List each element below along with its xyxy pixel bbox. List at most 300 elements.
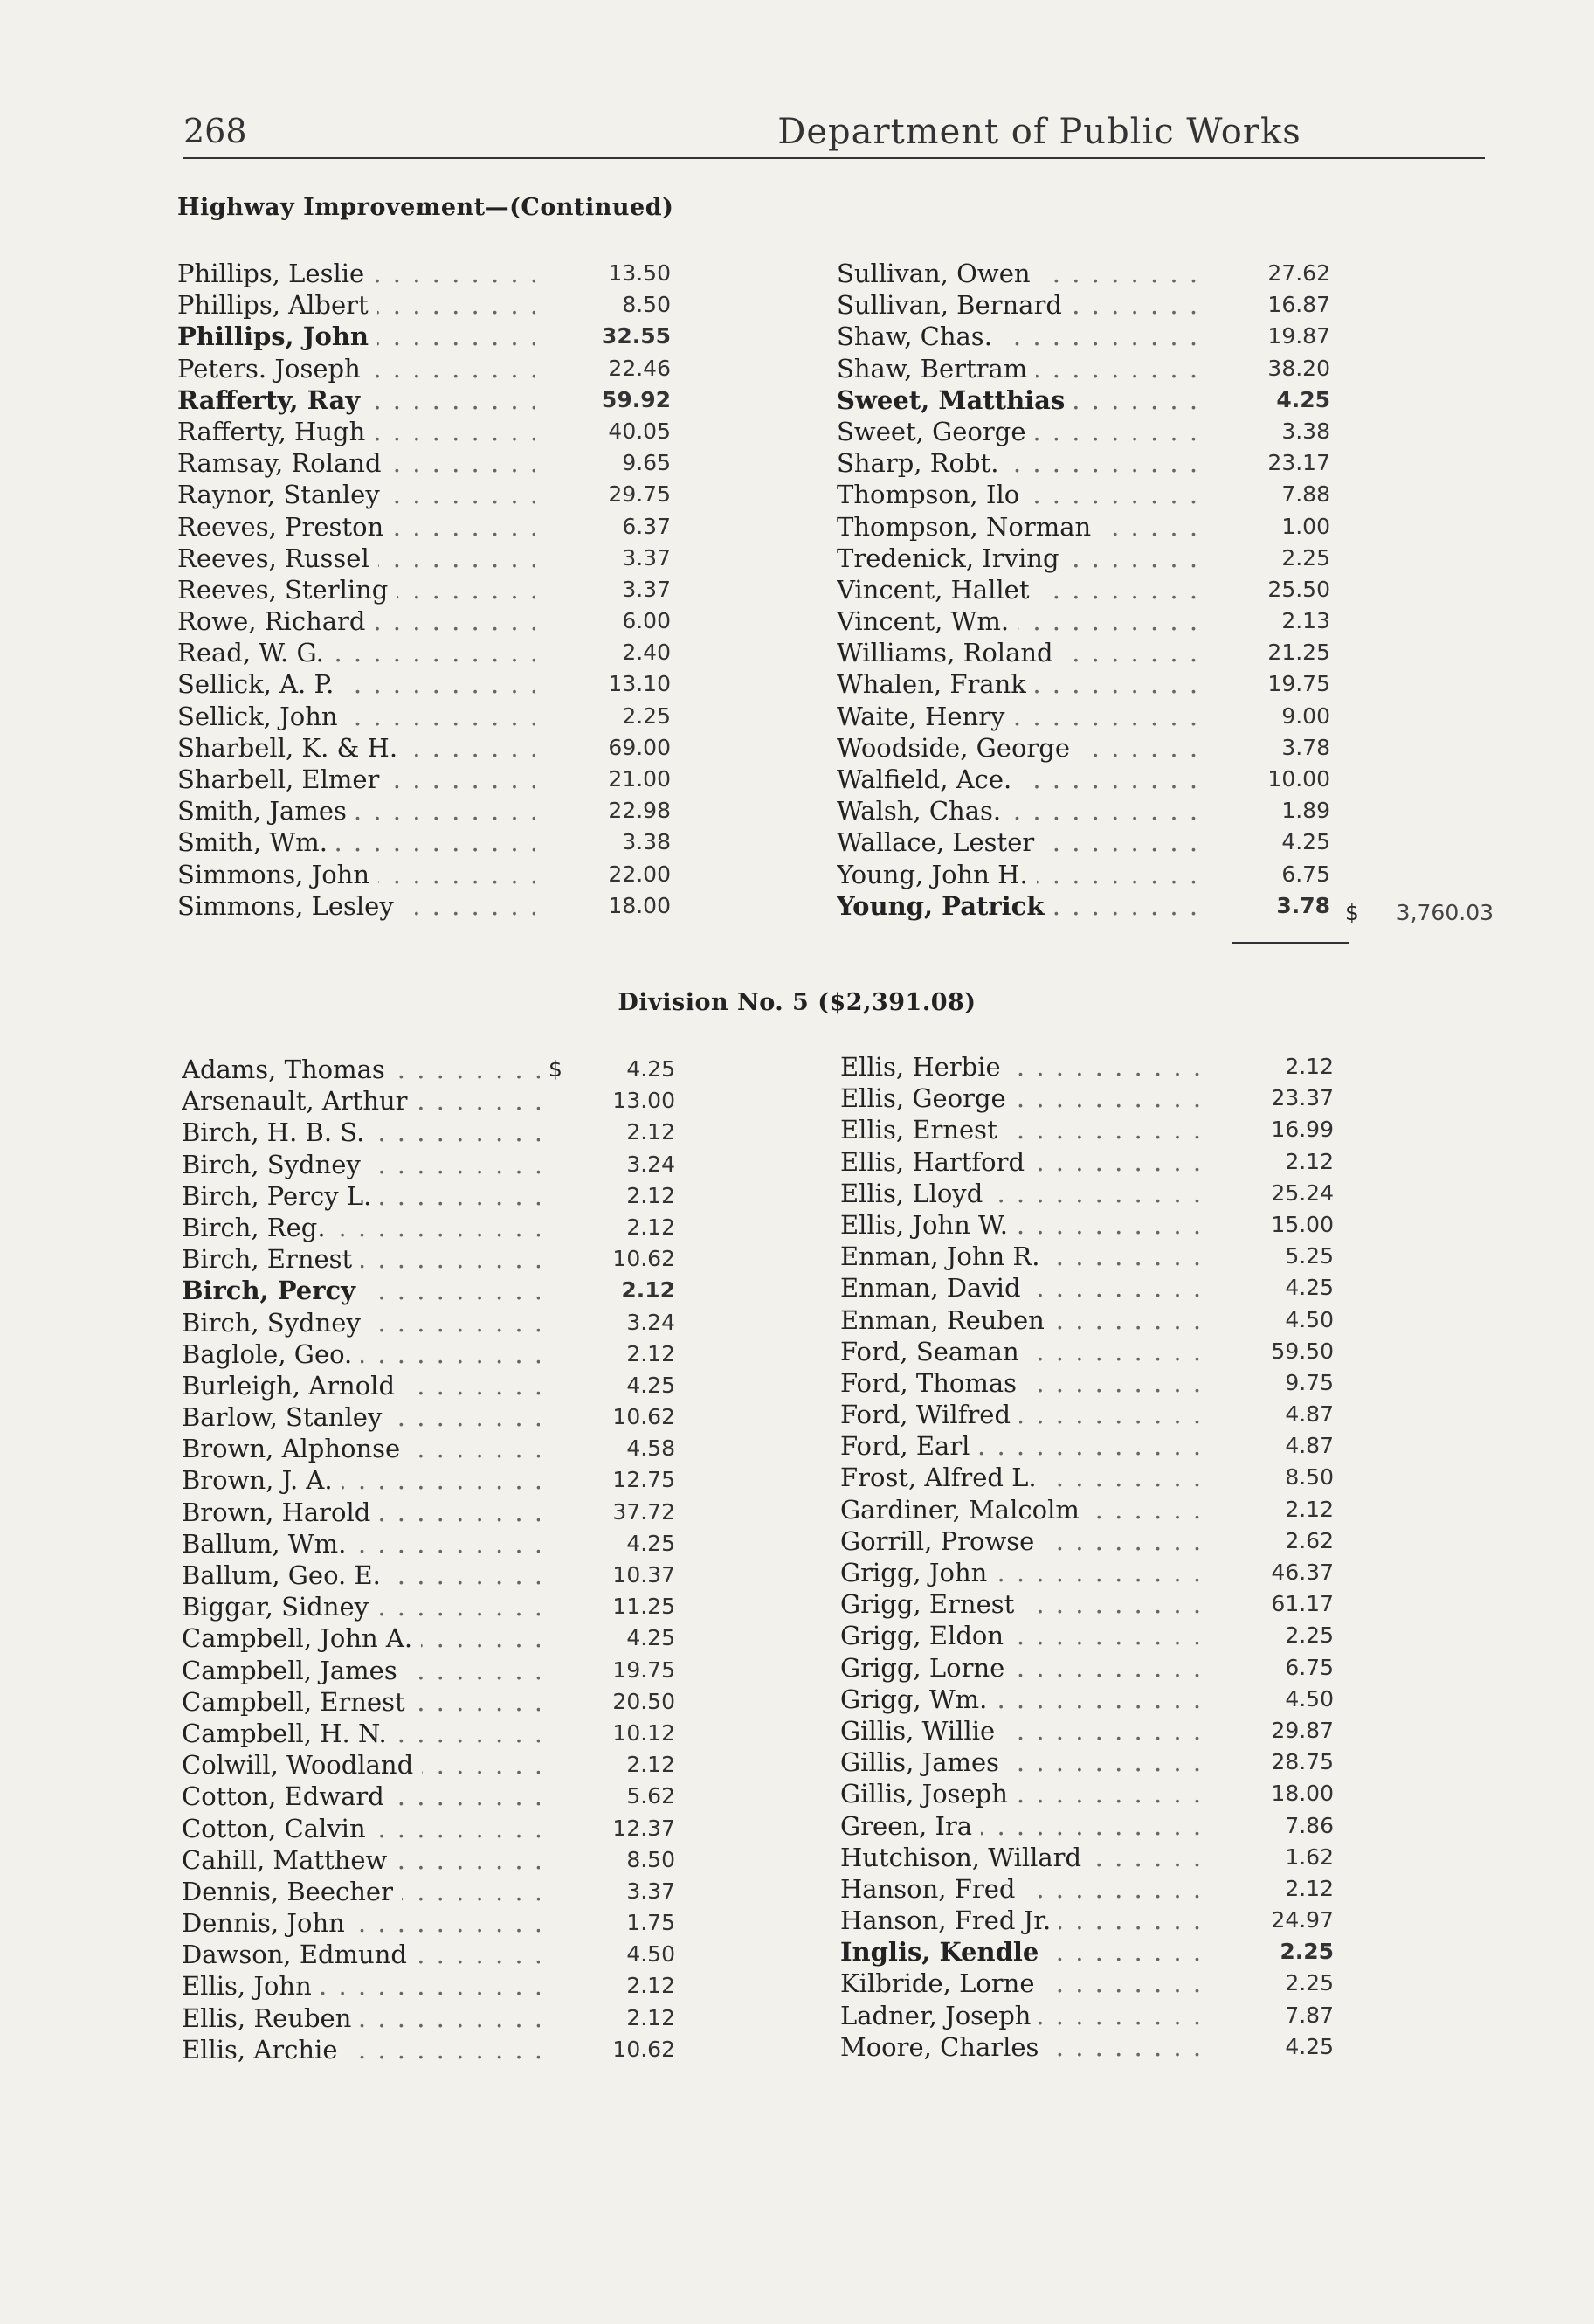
ledger-row bbox=[837, 637, 1335, 668]
payee-name: Brown, Alphonse bbox=[182, 1434, 409, 1463]
payee-name: Simmons, John bbox=[177, 860, 378, 889]
ledger-row bbox=[840, 1620, 1338, 1651]
row-name-cell bbox=[182, 1307, 540, 1338]
ledger-row bbox=[837, 574, 1335, 605]
row-name-cell bbox=[177, 605, 535, 637]
payment-amount: 4.25 bbox=[626, 1372, 675, 1398]
row-name-cell bbox=[840, 1272, 1203, 1304]
row-name-cell bbox=[837, 353, 1199, 384]
row-name-cell bbox=[837, 732, 1199, 764]
payment-amount: 2.25 bbox=[1285, 1970, 1334, 1996]
ledger-row bbox=[837, 289, 1335, 321]
row-name-cell bbox=[182, 1497, 540, 1528]
row-name-cell bbox=[837, 447, 1199, 479]
ledger-row bbox=[177, 321, 675, 352]
payment-amount: 1.89 bbox=[1281, 798, 1330, 824]
row-name-cell bbox=[840, 1494, 1203, 1525]
ledger-row bbox=[837, 732, 1335, 764]
payee-name: Raynor, Stanley bbox=[177, 480, 389, 509]
ledger-row bbox=[182, 1243, 680, 1275]
payee-name: Ellis, Hartford bbox=[840, 1147, 1033, 1177]
payment-amount: 11.25 bbox=[612, 1594, 675, 1620]
row-name-cell bbox=[837, 637, 1199, 668]
payment-amount: 10.62 bbox=[612, 1246, 675, 1272]
ledger-row bbox=[177, 605, 675, 637]
ledger-row bbox=[840, 1209, 1338, 1241]
ledger-row bbox=[840, 1525, 1338, 1557]
page-number: 268 bbox=[183, 112, 247, 150]
ledger-row bbox=[182, 2002, 680, 2034]
ledger-row bbox=[182, 1085, 680, 1117]
ledger-row bbox=[182, 1970, 680, 2002]
payee-name: Enman, David bbox=[840, 1273, 1030, 1303]
payment-amount: 3.24 bbox=[626, 1151, 675, 1177]
row-name-cell bbox=[840, 1873, 1203, 1905]
row-name-cell bbox=[182, 1401, 540, 1433]
payee-name: Birch, Ernest bbox=[182, 1244, 361, 1274]
payment-amount: 4.25 bbox=[1276, 386, 1330, 412]
payee-name: Rowe, Richard bbox=[177, 606, 374, 636]
payee-name: Arsenault, Arthur bbox=[182, 1086, 417, 1116]
payment-amount: 16.87 bbox=[1267, 292, 1330, 318]
ledger-row bbox=[177, 701, 675, 732]
row-name-cell bbox=[182, 1622, 540, 1654]
ledger-row bbox=[177, 859, 675, 890]
row-name-cell bbox=[840, 1241, 1203, 1272]
ledger-row bbox=[177, 353, 675, 384]
ledger-row bbox=[182, 1370, 680, 1401]
payee-name: Rafferty, Ray bbox=[177, 385, 369, 415]
payment-amount: 1.00 bbox=[1281, 513, 1330, 539]
payee-name: Ellis, John W. bbox=[840, 1210, 1017, 1240]
row-name-cell bbox=[182, 1844, 540, 1876]
payee-name: Grigg, Ernest bbox=[840, 1589, 1023, 1619]
ledger-row bbox=[840, 2031, 1338, 2063]
payment-amount: 18.00 bbox=[608, 892, 671, 918]
payment-amount: 16.99 bbox=[1271, 1117, 1334, 1143]
payee-name: Phillips, Leslie bbox=[177, 259, 373, 288]
ledger-row bbox=[837, 605, 1335, 637]
row-name-cell bbox=[837, 605, 1199, 637]
payee-name: Smith, Wm. bbox=[177, 827, 336, 857]
payee-name: Reeves, Sterling bbox=[177, 575, 397, 605]
payment-amount: 8.50 bbox=[626, 1846, 675, 1872]
row-name-cell bbox=[182, 1939, 540, 1970]
payee-name: Gorrill, Prowse bbox=[840, 1526, 1043, 1556]
ledger-row bbox=[840, 1968, 1338, 1999]
payee-name: Birch, Percy bbox=[182, 1276, 364, 1305]
row-name-cell bbox=[177, 668, 535, 700]
payee-name: Ramsay, Roland bbox=[177, 448, 390, 478]
ledger-row bbox=[840, 1399, 1338, 1430]
payee-name: Phillips, Albert bbox=[177, 290, 377, 320]
row-name-cell bbox=[840, 1304, 1203, 1336]
ledger-row bbox=[840, 1114, 1338, 1145]
ledger-row bbox=[837, 795, 1335, 827]
payee-name: Dawson, Edmund bbox=[182, 1940, 416, 1969]
payment-amount: 13.10 bbox=[608, 671, 671, 697]
row-name-cell bbox=[840, 1652, 1203, 1684]
payee-name: Birch, H. B. S. bbox=[182, 1117, 373, 1147]
ledger-row bbox=[837, 447, 1335, 479]
payee-name: Barlow, Stanley bbox=[182, 1402, 390, 1432]
row-name-cell bbox=[837, 890, 1199, 922]
payee-name: Sellick, A. P. bbox=[177, 669, 342, 699]
payee-name: Reeves, Russel bbox=[177, 543, 378, 573]
ledger-row bbox=[177, 827, 675, 858]
ledger-row bbox=[837, 321, 1335, 352]
payment-amount: 1.75 bbox=[626, 1910, 675, 1936]
payment-amount: 7.87 bbox=[1285, 2002, 1334, 2028]
row-name-cell bbox=[840, 1336, 1203, 1367]
row-name-cell bbox=[840, 1399, 1203, 1430]
payee-name: Shaw, Chas. bbox=[837, 322, 1001, 351]
payee-name: Inglis, Kendle bbox=[840, 1937, 1047, 1967]
payee-name: Cotton, Calvin bbox=[182, 1814, 375, 1843]
payee-name: Birch, Sydney bbox=[182, 1150, 369, 1179]
payee-name: Whalen, Frank bbox=[837, 669, 1035, 699]
payment-amount: 40.05 bbox=[608, 418, 671, 444]
ledger-row bbox=[837, 701, 1335, 732]
payment-amount: 12.37 bbox=[612, 1815, 675, 1841]
ledger-row bbox=[837, 258, 1335, 289]
payee-name: Enman, Reuben bbox=[840, 1305, 1053, 1335]
ledger-row bbox=[837, 827, 1335, 858]
payee-name: Grigg, Eldon bbox=[840, 1621, 1012, 1650]
payment-amount: 4.25 bbox=[1285, 2033, 1334, 2059]
payee-name: Brown, J. A. bbox=[182, 1465, 342, 1495]
payee-name: Ellis, Reuben bbox=[182, 2003, 360, 2033]
row-name-cell bbox=[177, 795, 535, 827]
payment-amount: 22.00 bbox=[608, 861, 671, 887]
ledger-row bbox=[182, 1844, 680, 1876]
payment-amount: 22.98 bbox=[608, 798, 671, 824]
total-rule bbox=[1232, 942, 1349, 944]
payee-name: Ford, Seaman bbox=[840, 1337, 1028, 1366]
ledger-row bbox=[182, 1528, 680, 1560]
ledger-row bbox=[840, 1272, 1338, 1304]
ledger-row bbox=[840, 1873, 1338, 1905]
payment-amount: 46.37 bbox=[1271, 1560, 1334, 1585]
payee-name: Sullivan, Owen bbox=[837, 259, 1039, 288]
payment-amount: 69.00 bbox=[608, 734, 671, 760]
payee-name: Baglole, Geo. bbox=[182, 1339, 361, 1369]
payee-name: Simmons, Lesley bbox=[177, 891, 403, 921]
payee-name: Hutchison, Willard bbox=[840, 1843, 1090, 1872]
ledger-row bbox=[837, 764, 1335, 795]
payment-amount: 7.86 bbox=[1285, 1812, 1334, 1838]
ledger-row bbox=[837, 668, 1335, 700]
row-name-cell bbox=[837, 795, 1199, 827]
payment-amount: 2.13 bbox=[1281, 608, 1330, 634]
payee-name: Vincent, Wm. bbox=[837, 606, 1018, 636]
payee-name: Read, W. G. bbox=[177, 638, 333, 667]
payment-amount: 6.00 bbox=[622, 608, 671, 634]
payee-name: Enman, John R. bbox=[840, 1242, 1048, 1271]
ledger-row bbox=[182, 1876, 680, 1907]
payee-name: Grigg, John bbox=[840, 1558, 996, 1587]
row-name-cell bbox=[840, 1936, 1203, 1968]
payee-name: Phillips, John bbox=[177, 322, 377, 351]
ledger-row bbox=[182, 1560, 680, 1591]
payment-amount: 22.46 bbox=[608, 355, 671, 381]
payment-amount: 4.58 bbox=[626, 1435, 675, 1462]
ledger-row bbox=[837, 543, 1335, 574]
ledger-row bbox=[837, 353, 1335, 384]
row-name-cell bbox=[840, 1051, 1203, 1082]
ledger-row bbox=[177, 479, 675, 510]
row-name-cell bbox=[182, 1560, 540, 1591]
payment-amount: 2.12 bbox=[626, 1752, 675, 1778]
row-name-cell bbox=[182, 1149, 540, 1180]
payee-name: Dennis, John bbox=[182, 1908, 354, 1938]
row-name-cell bbox=[837, 511, 1199, 543]
ledger-row bbox=[182, 1907, 680, 1939]
ledger-row bbox=[840, 1684, 1338, 1715]
payment-amount: 21.25 bbox=[1267, 640, 1330, 666]
payment-amount: 2.12 bbox=[1285, 1875, 1334, 1901]
section-heading: Highway Improvement—(Continued) bbox=[177, 194, 674, 221]
ledger-row bbox=[837, 479, 1335, 510]
ledger-row bbox=[182, 1781, 680, 1812]
row-name-cell bbox=[837, 574, 1199, 605]
payment-amount: 6.37 bbox=[622, 513, 671, 539]
payment-amount: 19.75 bbox=[612, 1657, 675, 1683]
payment-amount: 6.75 bbox=[1281, 861, 1330, 887]
ledger-row bbox=[182, 1401, 680, 1433]
row-name-cell bbox=[840, 1114, 1203, 1145]
payment-amount: 3.37 bbox=[626, 1878, 675, 1904]
payee-name: Campbell, John A. bbox=[182, 1623, 421, 1653]
row-name-cell bbox=[182, 1528, 540, 1560]
ledger-row bbox=[182, 1307, 680, 1338]
payment-amount: 8.50 bbox=[622, 292, 671, 318]
payee-name: Dennis, Beecher bbox=[182, 1877, 402, 1906]
payment-amount: 10.62 bbox=[612, 1404, 675, 1430]
payment-amount: 13.50 bbox=[608, 260, 671, 286]
row-name-cell bbox=[182, 1275, 540, 1306]
payment-amount: 27.62 bbox=[1267, 260, 1330, 286]
payee-name: Campbell, Ernest bbox=[182, 1687, 414, 1717]
payment-amount: 3.38 bbox=[622, 829, 671, 855]
ledger-row bbox=[182, 2034, 680, 2065]
payee-name: Ford, Earl bbox=[840, 1431, 978, 1461]
payee-name: Ballum, Geo. E. bbox=[182, 1560, 390, 1590]
payment-amount: 6.75 bbox=[1285, 1654, 1334, 1680]
payee-name: Burleigh, Arnold bbox=[182, 1371, 404, 1401]
payment-amount: 2.25 bbox=[1280, 1939, 1334, 1965]
row-name-cell bbox=[182, 1655, 540, 1686]
ledger-row bbox=[840, 1178, 1338, 1209]
payment-amount: 32.55 bbox=[601, 323, 671, 349]
ledger-row bbox=[182, 1464, 680, 1496]
section-total: 3,760.03 bbox=[1396, 900, 1494, 925]
row-name-cell bbox=[837, 827, 1199, 858]
division-right-column bbox=[840, 1051, 1338, 2063]
payee-name: Ellis, George bbox=[840, 1083, 1015, 1113]
payment-amount: 61.17 bbox=[1271, 1591, 1334, 1617]
payee-name: Peters. Joseph bbox=[177, 354, 369, 384]
ledger-row bbox=[182, 1180, 680, 1212]
payee-name: Tredenick, Irving bbox=[837, 543, 1068, 573]
ledger-row bbox=[182, 1433, 680, 1464]
payment-amount: 2.25 bbox=[1281, 544, 1330, 571]
row-name-cell bbox=[840, 1620, 1203, 1651]
row-name-cell bbox=[182, 1781, 540, 1812]
payment-amount: 4.25 bbox=[1281, 829, 1330, 855]
payment-amount: 4.50 bbox=[626, 1941, 675, 1968]
row-name-cell bbox=[182, 1370, 540, 1401]
payee-name: Smith, James bbox=[177, 796, 355, 826]
row-name-cell bbox=[177, 321, 535, 352]
payment-amount: 3.37 bbox=[622, 544, 671, 571]
row-name-cell bbox=[182, 1085, 540, 1117]
payee-name: Thompson, Norman bbox=[837, 512, 1100, 542]
payment-amount: 3.78 bbox=[1276, 892, 1330, 918]
ledger-row bbox=[182, 1117, 680, 1148]
payment-amount: 4.25 bbox=[626, 1056, 675, 1082]
payment-amount: 28.75 bbox=[1271, 1749, 1334, 1775]
payee-name: Green, Ira bbox=[840, 1811, 981, 1841]
row-name-cell bbox=[177, 289, 535, 321]
payment-amount: 2.12 bbox=[626, 1119, 675, 1145]
ledger-row bbox=[840, 1715, 1338, 1746]
payment-amount: 59.50 bbox=[1271, 1338, 1334, 1364]
ledger-row bbox=[837, 384, 1335, 416]
row-name-cell bbox=[182, 1749, 540, 1781]
ledger-row bbox=[837, 416, 1335, 447]
row-name-cell bbox=[840, 1082, 1203, 1114]
payee-name: Ford, Wilfred bbox=[840, 1400, 1019, 1429]
ledger-row bbox=[177, 543, 675, 574]
ledger-row bbox=[840, 1588, 1338, 1620]
payee-name: Woodside, George bbox=[837, 733, 1079, 763]
payee-name: Birch, Reg. bbox=[182, 1213, 335, 1242]
ledger-row bbox=[840, 1494, 1338, 1525]
payment-amount: 3.37 bbox=[622, 576, 671, 602]
row-name-cell bbox=[840, 1746, 1203, 1778]
payment-amount: 10.62 bbox=[612, 2036, 675, 2062]
payment-amount: 4.87 bbox=[1285, 1401, 1334, 1428]
row-name-cell bbox=[840, 1684, 1203, 1715]
ledger-row bbox=[177, 764, 675, 795]
payee-name: Grigg, Lorne bbox=[840, 1653, 1013, 1683]
payment-amount: 9.65 bbox=[622, 450, 671, 476]
row-name-cell bbox=[837, 384, 1199, 416]
ledger-row bbox=[840, 1557, 1338, 1588]
payment-amount: 37.72 bbox=[612, 1498, 675, 1525]
payment-amount: 2.12 bbox=[626, 1182, 675, 1208]
row-name-cell bbox=[840, 1905, 1203, 1936]
row-name-cell bbox=[182, 1876, 540, 1907]
row-name-cell bbox=[840, 1430, 1203, 1462]
row-name-cell bbox=[182, 1054, 540, 1085]
payment-amount: 9.75 bbox=[1285, 1369, 1334, 1395]
payment-amount: 29.75 bbox=[608, 481, 671, 508]
payee-name: Shaw, Bertram bbox=[837, 354, 1036, 384]
ledger-row bbox=[182, 1275, 680, 1306]
ledger-row bbox=[840, 1936, 1338, 1968]
row-name-cell bbox=[840, 1715, 1203, 1746]
payment-amount: 25.24 bbox=[1271, 1179, 1334, 1206]
payment-amount: 2.12 bbox=[1285, 1496, 1334, 1522]
payee-name: Campbell, H. N. bbox=[182, 1719, 396, 1748]
highway-left-column bbox=[177, 258, 675, 922]
row-name-cell bbox=[177, 543, 535, 574]
ledger-row bbox=[840, 1430, 1338, 1462]
ledger-row bbox=[182, 1813, 680, 1844]
row-name-cell bbox=[177, 701, 535, 732]
payment-amount: 3.38 bbox=[1281, 418, 1330, 444]
payee-name: Adams, Thomas bbox=[182, 1055, 394, 1084]
ledger-row bbox=[840, 1652, 1338, 1684]
row-name-cell bbox=[177, 732, 535, 764]
payment-amount: 21.00 bbox=[608, 766, 671, 792]
row-name-cell bbox=[840, 1810, 1203, 1842]
row-name-cell bbox=[182, 1180, 540, 1212]
payee-name: Rafferty, Hugh bbox=[177, 417, 374, 446]
payment-amount: 2.25 bbox=[1285, 1622, 1334, 1649]
payee-name: Waite, Henry bbox=[837, 702, 1013, 731]
payment-amount: 2.25 bbox=[622, 702, 671, 729]
ledger-row bbox=[840, 2000, 1338, 2031]
ledger-row bbox=[182, 1686, 680, 1718]
row-name-cell bbox=[182, 1338, 540, 1370]
row-name-cell bbox=[840, 2031, 1203, 2063]
payment-amount: 2.12 bbox=[626, 1214, 675, 1240]
row-name-cell bbox=[840, 1367, 1203, 1399]
payee-name: Walfield, Ace. bbox=[837, 764, 1020, 794]
payment-amount: 5.25 bbox=[1285, 1243, 1334, 1269]
payee-name: Colwill, Woodland bbox=[182, 1750, 422, 1780]
row-name-cell bbox=[840, 1588, 1203, 1620]
payee-name: Kilbride, Lorne bbox=[840, 1968, 1044, 1998]
row-name-cell bbox=[837, 289, 1199, 321]
payee-name: Ellis, Lloyd bbox=[840, 1179, 991, 1208]
ledger-row bbox=[177, 258, 675, 289]
ledger-row bbox=[840, 1778, 1338, 1809]
payee-name: Thompson, Ilo bbox=[837, 480, 1028, 509]
payment-amount: 2.12 bbox=[626, 2004, 675, 2030]
row-name-cell bbox=[840, 1557, 1203, 1588]
ledger-row bbox=[840, 1304, 1338, 1336]
payee-name: Birch, Percy L. bbox=[182, 1181, 380, 1211]
payment-amount: 12.75 bbox=[612, 1467, 675, 1493]
payment-amount: 24.97 bbox=[1271, 1907, 1334, 1933]
row-name-cell bbox=[177, 827, 535, 858]
dollar-sign: $ bbox=[549, 1056, 562, 1082]
payee-name: Moore, Charles bbox=[840, 2032, 1047, 2062]
ledger-row bbox=[840, 1810, 1338, 1842]
payee-name: Gillis, James bbox=[840, 1747, 1008, 1777]
payee-name: Ellis, John bbox=[182, 1971, 321, 2001]
row-name-cell bbox=[177, 479, 535, 510]
payee-name: Vincent, Hallet bbox=[837, 575, 1039, 605]
row-name-cell bbox=[182, 1243, 540, 1275]
payment-amount: 18.00 bbox=[1271, 1781, 1334, 1807]
division-heading: Division No. 5 ($2,391.08) bbox=[618, 989, 976, 1016]
ledger-row bbox=[177, 732, 675, 764]
payee-name: Grigg, Wm. bbox=[840, 1684, 996, 1714]
ledger-row bbox=[840, 1746, 1338, 1778]
payment-amount: 23.17 bbox=[1267, 450, 1330, 476]
payment-amount: 3.24 bbox=[626, 1309, 675, 1335]
ledger-row bbox=[840, 1241, 1338, 1272]
row-name-cell bbox=[177, 511, 535, 543]
payment-amount: 2.12 bbox=[626, 1973, 675, 1999]
row-name-cell bbox=[837, 764, 1199, 795]
payee-name: Sweet, Matthias bbox=[837, 385, 1073, 415]
